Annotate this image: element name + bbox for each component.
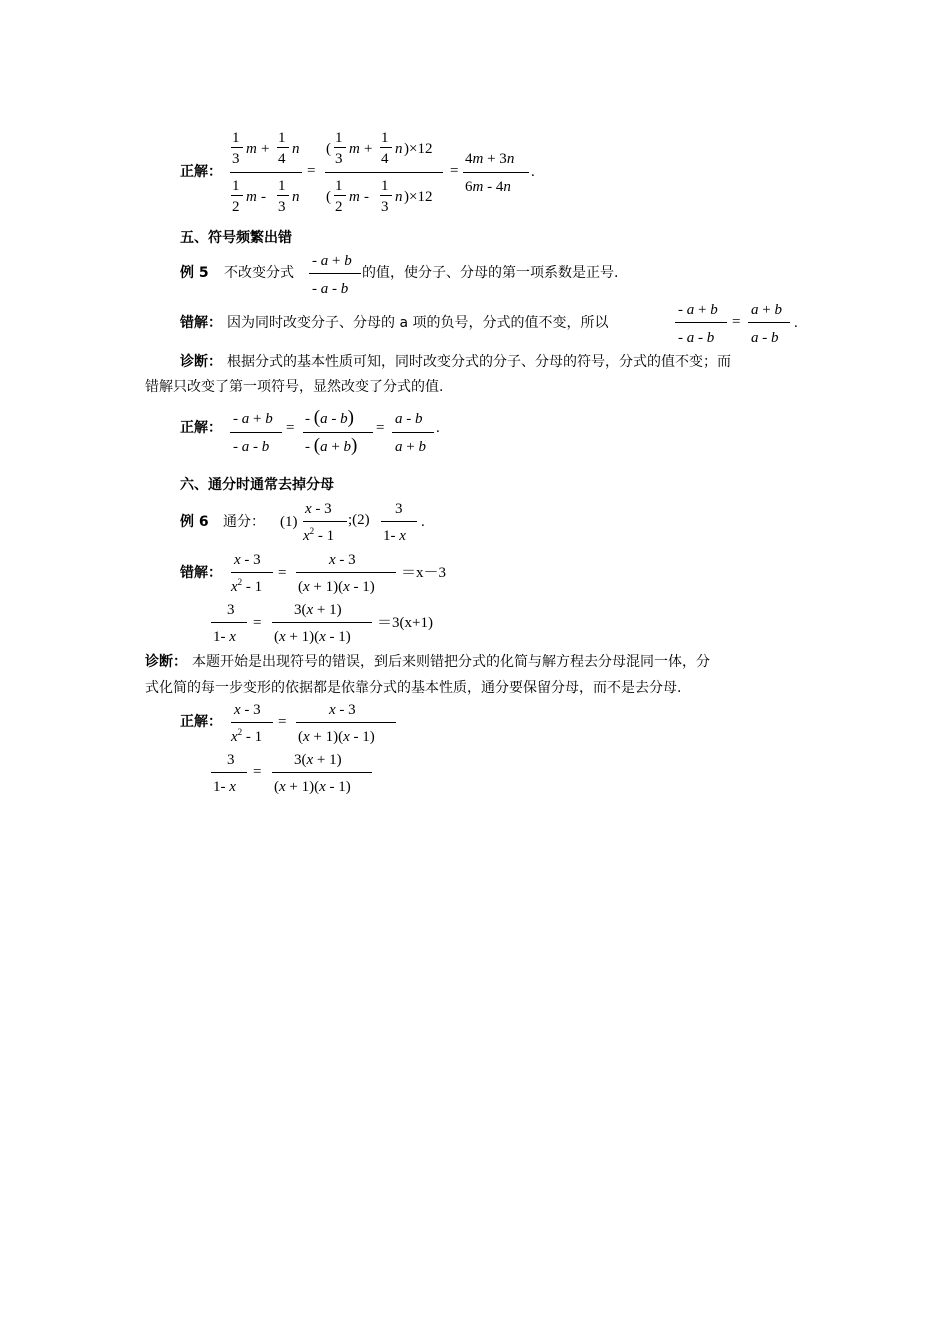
diag6-line1: 本题开始是出现符号的错误，到后来则错把分式的化简与解方程去分母混同一体，分 [192,654,710,670]
wrong6-result1: ＝x－3 [401,565,447,581]
correct6-label: 正解： [180,714,222,730]
diag5-line2: 错解只改变了第一项符号，显然改变了分式的值. [145,379,444,395]
wrong5-label: 错解： [180,315,222,331]
example5-label: 例 5 [180,265,209,281]
section-six-heading: 六、通分时通常去掉分母 [180,477,334,493]
wrong5-text: 因为同时改变分子、分母的 a 项的负号，分式的值不变，所以 [227,315,609,331]
diag6-label: 诊断： [145,654,187,670]
example5-suffix: 的值，使分子、分母的第一项系数是正号. [362,265,619,281]
correct-label: 正解： [180,164,222,180]
diag6-line2: 式化简的每一步变形的依据都是依靠分式的基本性质，通分要保留分母，而不是去分母. [145,680,682,696]
diag5-line1: 根据分式的基本性质可知，同时改变分式的分子、分母的符号，分式的值不变；而 [227,354,731,370]
example5-prefix: 不改变分式 [224,265,294,281]
diag5-label: 诊断： [180,354,222,370]
correct5-label: 正解： [180,420,222,436]
wrong6-result2: ＝3(x+1) [377,615,433,631]
section-five-heading: 五、符号频繁出错 [180,230,292,246]
example6-prefix: 通分： [223,514,265,530]
wrong6-label: 错解： [180,565,222,581]
example6-label: 例 6 [180,514,209,530]
